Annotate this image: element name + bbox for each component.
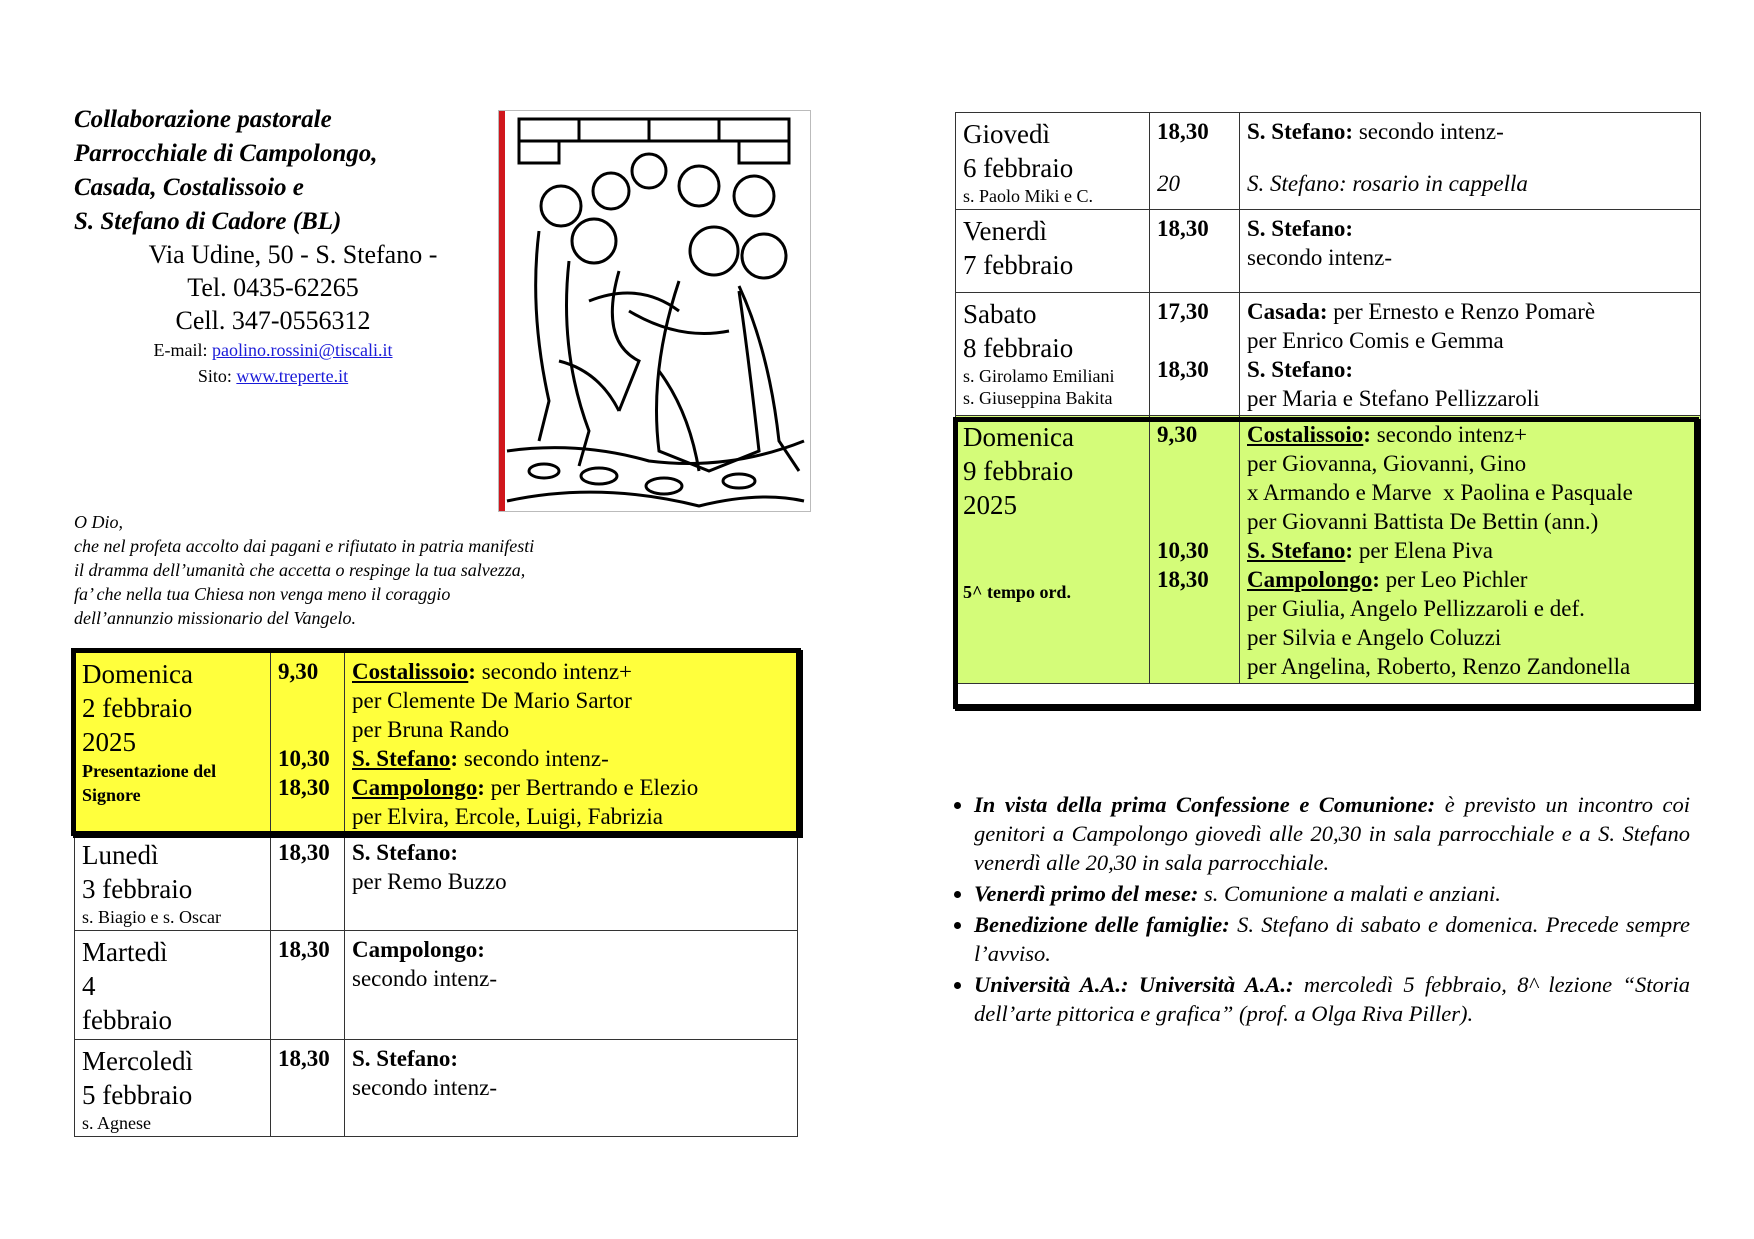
time-cell xyxy=(1150,293,1240,416)
weekday-row xyxy=(956,293,1701,416)
saint-name: s. Agnese xyxy=(82,1113,151,1133)
cell: Cell. 347-0556312 xyxy=(175,306,371,335)
mass-time: 18,30 xyxy=(278,937,330,962)
weekday-row xyxy=(75,931,798,1040)
church-name: S. Stefano: xyxy=(1247,119,1354,144)
day-date: 3 febbraio xyxy=(82,874,193,904)
intentions-cell xyxy=(1240,416,1701,684)
day-name: Mercoledì xyxy=(82,1046,193,1076)
church-name: S. Stefano: xyxy=(1247,357,1354,382)
day-date: 5 febbraio xyxy=(82,1080,193,1110)
church-name: Costalissoio xyxy=(1247,422,1364,447)
day-cell xyxy=(75,1040,271,1137)
phone: Tel. 0435-62265 xyxy=(187,273,359,302)
prayer-line: il dramma dell’umanità che accetta o respinge la tua salvezza, xyxy=(74,560,526,580)
title-line: Parrocchiale di Campolongo, xyxy=(74,140,378,167)
day-cell xyxy=(75,653,271,834)
mass-time: 9,30 xyxy=(1157,422,1198,447)
notice-heading: Venerdì primo del mese: xyxy=(974,881,1199,906)
notice-heading: Università A.A.: Università A.A.: xyxy=(974,972,1294,997)
day-date: 6 febbraio xyxy=(963,153,1074,183)
intention-line xyxy=(1247,297,1694,326)
day-date: 4 xyxy=(82,971,96,1001)
church-name: Campolongo: xyxy=(352,937,485,962)
day-date: 7 febbraio xyxy=(963,250,1074,280)
intention-line: per Giovanni Battista De Bettin (ann.) xyxy=(1247,509,1599,534)
time-cell xyxy=(271,834,345,931)
intention-line: per Bruna Rando xyxy=(352,717,510,742)
day-name: Domenica xyxy=(82,659,193,689)
mass-time: 18,30 xyxy=(1157,216,1209,241)
mass-time: 18,30 xyxy=(1157,119,1209,144)
day-month: febbraio xyxy=(82,1005,172,1035)
email-link[interactable]: paolino.rossini@tiscali.it xyxy=(211,340,393,360)
intention-text: secondo intenz+ xyxy=(1370,422,1528,447)
liturgical-note: Presentazione del Signore xyxy=(82,761,217,805)
intention-line: x Armando e Marve x Paolina e Pasquale xyxy=(1247,480,1633,505)
notice-item xyxy=(974,910,1690,968)
address: Via Udine, 50 - S. Stefano - xyxy=(148,240,438,269)
intention-line: per Giovanna, Giovanni, Gino xyxy=(1247,451,1527,476)
mass-time: 10,30 xyxy=(278,746,330,771)
illustration-red-bar xyxy=(499,111,505,511)
mass-time: 18,30 xyxy=(1157,567,1209,592)
day-name: Domenica xyxy=(963,422,1074,452)
parish-title xyxy=(74,103,377,239)
prayer-line: fa’ che nella tua Chiesa non venga meno il coraggio xyxy=(74,584,451,604)
intention-line: per Silvia e Angelo Coluzzi xyxy=(1247,625,1502,650)
church-name: S. Stefano xyxy=(352,746,451,771)
mass-time: 10,30 xyxy=(1157,538,1209,563)
church-name: Campolongo xyxy=(352,775,478,800)
day-date: 8 febbraio xyxy=(963,333,1074,363)
intention-text: per Leo Pichler xyxy=(1379,567,1528,592)
intention-line: secondo intenz- xyxy=(1247,245,1392,270)
day-cell xyxy=(956,113,1150,210)
saint-name: s. Giuseppina Bakita xyxy=(963,388,1113,408)
intention-line: S. Stefano: secondo intenz- xyxy=(352,746,609,771)
left-schedule-table xyxy=(74,652,798,1137)
sunday-row xyxy=(75,653,798,834)
intentions-cell xyxy=(1240,293,1701,416)
intention-text: per Elena Piva xyxy=(1353,538,1493,563)
intention-line: per Enrico Comis e Gemma xyxy=(1247,328,1504,353)
liturgical-note: 5^ tempo ord. xyxy=(963,582,1071,602)
day-date: 9 febbraio xyxy=(963,456,1074,486)
prayer-line: dell’annunzio missionario del Vangelo. xyxy=(74,608,356,628)
contact-block xyxy=(74,238,472,389)
intention-text: secondo intenz- xyxy=(1353,119,1504,144)
notice-item xyxy=(974,879,1690,908)
mass-time: 9,30 xyxy=(278,659,319,684)
prayer-text xyxy=(74,510,534,630)
day-name: Venerdì xyxy=(963,216,1047,246)
mass-time: 18,30 xyxy=(278,775,330,800)
notice-heading: In vista della prima Confessione e Comunione: xyxy=(974,792,1436,817)
site-line xyxy=(74,363,472,389)
notice-item xyxy=(974,790,1690,877)
intention-text: per Bertrando e Elezio xyxy=(484,775,699,800)
site-link[interactable]: www.treperte.it xyxy=(236,366,349,386)
intention-text: secondo intenz+ xyxy=(475,659,633,684)
email-line xyxy=(74,337,472,363)
intention-line: per Remo Buzzo xyxy=(352,869,507,894)
illustration xyxy=(498,110,811,512)
intention-line xyxy=(1247,117,1694,146)
notice-heading: Benedizione delle famiglie: xyxy=(974,912,1230,937)
time-cell xyxy=(271,1040,345,1137)
notice-list xyxy=(940,790,1690,1028)
day-cell xyxy=(75,931,271,1040)
time-cell xyxy=(1150,210,1240,293)
intention-line: Campolongo: per Leo Pichler xyxy=(1247,567,1528,592)
church-name: Casada: xyxy=(1247,299,1328,324)
weekday-row xyxy=(956,210,1701,293)
mass-time xyxy=(278,686,338,715)
church-name: Campolongo xyxy=(1247,567,1373,592)
weekday-row xyxy=(75,1040,798,1137)
mass-time xyxy=(278,715,338,744)
title-line: Casada, Costalissoio e xyxy=(74,174,304,201)
church-name: S. Stefano: xyxy=(352,1046,459,1071)
intention-line: secondo intenz- xyxy=(352,1075,497,1100)
sunday-row xyxy=(956,416,1701,684)
prayer-line: che nel profeta accolto dai pagani e rifiutato in patria manifesti xyxy=(74,536,535,556)
day-name: Martedì xyxy=(82,937,168,967)
intentions-cell xyxy=(345,653,798,834)
church-name: S. Stefano: xyxy=(1247,216,1354,241)
saint-name: s. Biagio e s. Oscar xyxy=(82,907,221,927)
intention-text: per Ernesto e Renzo Pomarè xyxy=(1327,299,1596,324)
notice-text: è previsto un incontro coi genitori a Campolongo giovedì alle 20,30 in sala parrocchiale e a S. Stefano venerdì alle 20,30 in sala parrocchiale. xyxy=(974,792,1690,875)
time-cell xyxy=(1150,416,1240,684)
site-label: Sito: xyxy=(197,366,237,386)
time-cell xyxy=(271,931,345,1040)
day-date: 2 febbraio xyxy=(82,693,193,723)
saint-name: s. Paolo Miki e C. xyxy=(963,186,1094,206)
notice-text: s. Comunione a malati e anziani. xyxy=(1198,881,1501,906)
intentions-cell xyxy=(345,1040,798,1137)
rosary-time: 20 xyxy=(1157,171,1180,196)
notice-text: mercoledì 5 febbraio, 8^ lezione “Storia dell’arte pittorica e grafica” (prof. a Olga Riva Piller). xyxy=(974,972,1690,1026)
mass-time: 17,30 xyxy=(1157,299,1209,324)
weekday-row xyxy=(75,834,798,931)
church-name: S. Stefano: xyxy=(352,840,459,865)
time-cell xyxy=(271,653,345,834)
intention-line: per Maria e Stefano Pellizzaroli xyxy=(1247,386,1540,411)
intention-text: secondo intenz- xyxy=(458,746,609,771)
day-name: Sabato xyxy=(963,299,1037,329)
mass-time: 18,30 xyxy=(1157,357,1209,382)
day-cell xyxy=(956,416,1150,684)
mass-time: 18,30 xyxy=(278,840,330,865)
intentions-cell xyxy=(1240,113,1701,210)
crowd-drawing-icon xyxy=(499,111,810,511)
right-schedule-table xyxy=(955,112,1701,684)
notice-text: S. Stefano di sabato e domenica. Precede sempre l’avviso. xyxy=(974,912,1690,966)
title-line: S. Stefano di Cadore (BL) xyxy=(74,208,342,235)
intentions-cell xyxy=(1240,210,1701,293)
church-name: Costalissoio xyxy=(352,659,469,684)
day-cell xyxy=(956,293,1150,416)
intentions-cell xyxy=(345,931,798,1040)
prayer-line: O Dio, xyxy=(74,512,123,532)
weekday-row xyxy=(956,113,1701,210)
rosary-text: S. Stefano: rosario in cappella xyxy=(1247,171,1528,196)
intentions-cell xyxy=(345,834,798,931)
title-line: Collaborazione pastorale xyxy=(74,106,332,133)
intention-line: Costalissoio: secondo intenz+ xyxy=(352,659,633,684)
email-label: E-mail: xyxy=(153,340,212,360)
intention-line: per Angelina, Roberto, Renzo Zandonella xyxy=(1247,654,1631,679)
mass-time: 18,30 xyxy=(278,1046,330,1071)
day-cell xyxy=(956,210,1150,293)
day-name: Lunedì xyxy=(82,840,159,870)
intention-line: per Giulia, Angelo Pellizzaroli e def. xyxy=(1247,596,1585,621)
intention-line: Costalissoio: secondo intenz+ xyxy=(1247,422,1528,447)
intention-line: per Elvira, Ercole, Luigi, Fabrizia xyxy=(352,804,664,829)
notice-item xyxy=(974,970,1690,1028)
notices xyxy=(940,790,1690,1030)
day-name: Giovedì xyxy=(963,119,1050,149)
church-name: S. Stefano xyxy=(1247,538,1346,563)
intention-line: S. Stefano: per Elena Piva xyxy=(1247,538,1493,563)
day-year: 2025 xyxy=(963,490,1017,520)
saint-name: s. Girolamo Emiliani xyxy=(963,366,1115,386)
time-cell xyxy=(1150,113,1240,210)
day-cell xyxy=(75,834,271,931)
intention-line: per Clemente De Mario Sartor xyxy=(352,688,632,713)
intention-line: Campolongo: per Bertrando e Elezio xyxy=(352,775,699,800)
day-year: 2025 xyxy=(82,727,136,757)
intention-line: secondo intenz- xyxy=(352,966,497,991)
